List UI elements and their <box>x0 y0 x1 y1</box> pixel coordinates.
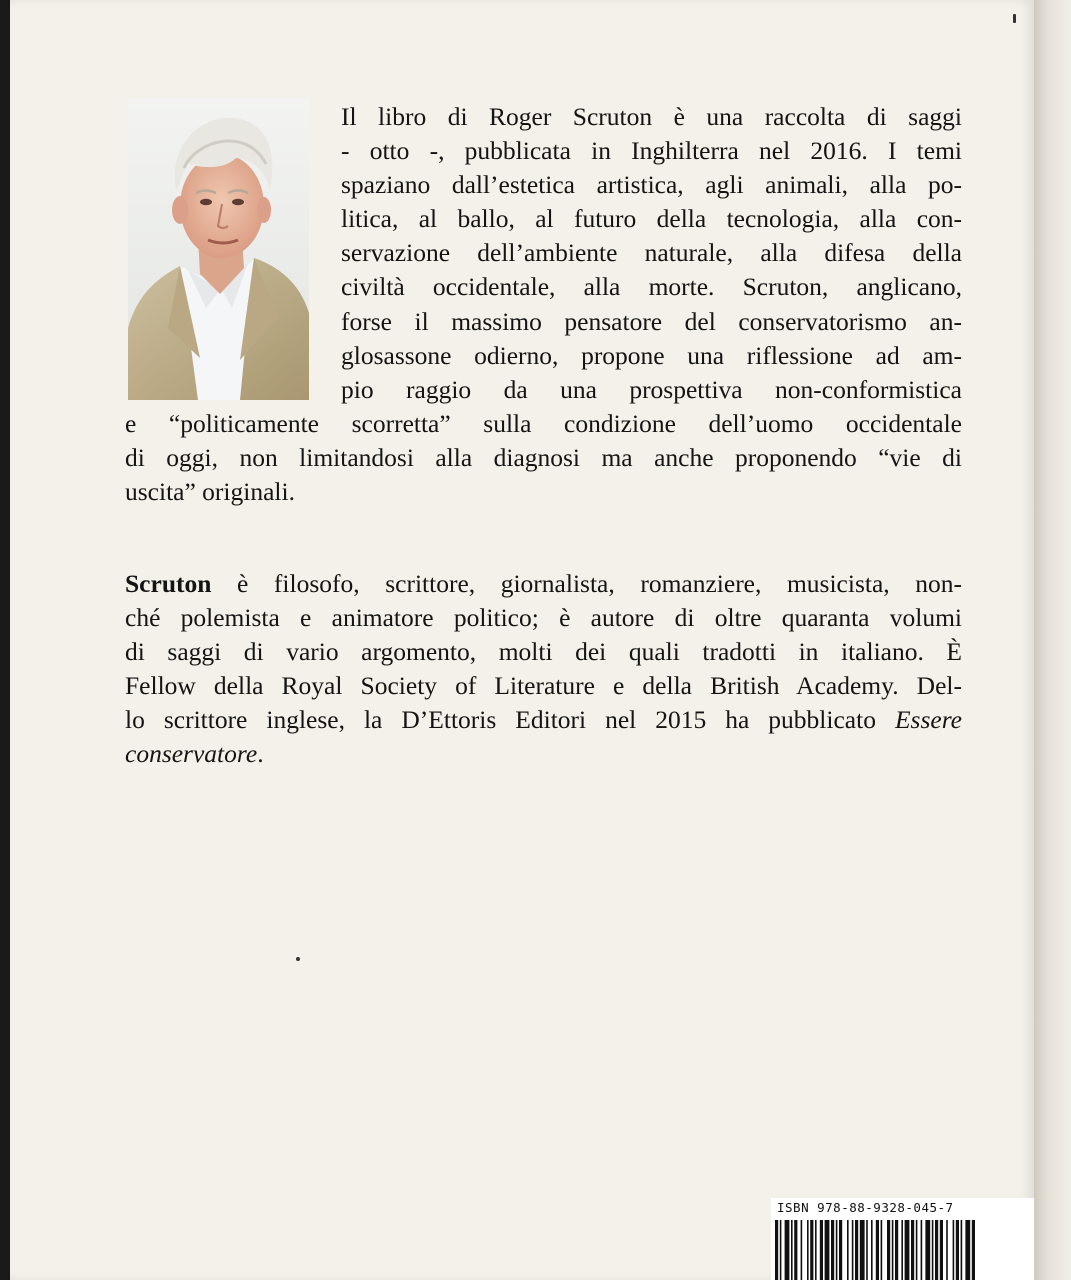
author-photo <box>128 98 309 400</box>
barcode-bar <box>911 1220 914 1280</box>
text-line: uscita” originali. <box>125 477 295 507</box>
text-line <box>125 567 962 601</box>
barcode-bar <box>852 1220 854 1280</box>
description-paragraph-continued <box>125 407 962 509</box>
barcode-bar <box>866 1220 868 1280</box>
description-paragraph <box>341 100 962 407</box>
barcode-bar <box>916 1220 918 1280</box>
barcode-bar <box>892 1220 894 1280</box>
barcode-bar <box>785 1220 790 1280</box>
barcode-bar <box>836 1220 838 1280</box>
barcode-bar <box>815 1220 817 1280</box>
dust-speck <box>1013 14 1016 23</box>
text-line: pio raggio da una prospettiva non-conformistica <box>341 374 962 404</box>
barcode-bar <box>825 1220 830 1280</box>
book-title-fragment: conservatore <box>125 739 258 769</box>
barcode-bar <box>881 1220 883 1280</box>
barcode-bar <box>961 1220 963 1280</box>
text-line: ché polemista e animatore politico; è autore di oltre quaranta volumi <box>125 603 962 633</box>
barcode-bar <box>876 1220 879 1280</box>
barcode-bar <box>839 1220 842 1280</box>
text-line: Il libro di Roger Scruton è una raccolta di saggi <box>341 102 962 131</box>
barcode-bar <box>775 1220 778 1280</box>
barcode-bar <box>965 1220 970 1280</box>
text-line: forse il massimo pensatore del conservatorismo an- <box>341 306 962 336</box>
barcode-bar <box>791 1220 793 1280</box>
barcode-bar <box>831 1220 834 1280</box>
barcode-bar <box>940 1220 943 1280</box>
text-line: spaziano dall’estetica artistica, agli animali, alla po- <box>341 170 962 200</box>
barcode-bar <box>801 1220 803 1280</box>
text-line <box>125 703 962 737</box>
text-line: di saggi di vario argomento, molti dei quali tradotti in italiano. È <box>125 637 962 667</box>
text-line: litica, al ballo, al futuro della tecnologia, alla con- <box>341 204 962 234</box>
text-line: Fellow della Royal Society of Literature e della British Academy. Del- <box>125 671 962 701</box>
text-fragment: . <box>257 739 264 769</box>
text-line: e “politicamente scorretta” sulla condizione dell’uomo occidentale <box>125 409 962 438</box>
barcode-bar <box>860 1220 865 1280</box>
barcode-bar <box>847 1220 849 1280</box>
barcode-bar <box>956 1220 959 1280</box>
isbn-text: ISBN 978-88-9328-045-7 <box>777 1200 954 1215</box>
text-fragment: è filosofo, scrittore, giornalista, romanziere, musicista, non- <box>211 569 962 598</box>
barcode-bar <box>921 1220 923 1280</box>
barcode-bar <box>820 1220 823 1280</box>
text-line <box>125 737 962 771</box>
barcode-bar <box>905 1220 910 1280</box>
text-line: glosassone odierno, propone una riflessione ad am- <box>341 340 962 370</box>
text-line: - otto -, pubblicata in Inghilterra nel 2016. I temi <box>341 136 962 166</box>
barcode-bar <box>871 1220 873 1280</box>
dust-speck <box>296 957 300 961</box>
text-line: civiltà occidentale, alla morte. Scruton, anglicano, <box>341 272 962 302</box>
text-fragment: lo scrittore inglese, la D’Ettoris Editori nel 2015 ha pubblicato <box>125 705 895 735</box>
barcode-bar <box>972 1220 975 1280</box>
page-edge <box>1034 0 1071 1280</box>
text-line: di oggi, non limitandosi alla diagnosi ma anche proponendo “vie di <box>125 443 962 473</box>
barcode-bar <box>953 1220 955 1280</box>
text-line: servazione dell’ambiente naturale, alla difesa della <box>341 238 962 268</box>
barcode-bar <box>887 1220 890 1280</box>
barcode-bar <box>807 1220 809 1280</box>
barcode-bar <box>810 1220 813 1280</box>
author-paragraph <box>125 567 962 772</box>
book-title-fragment: Essere <box>894 705 962 735</box>
barcode-icon <box>775 1220 1031 1280</box>
barcode-bar <box>932 1220 934 1280</box>
author-portrait-icon <box>128 98 309 400</box>
barcode-bar <box>780 1220 782 1280</box>
barcode-bar <box>901 1220 903 1280</box>
barcode-bar <box>935 1220 938 1280</box>
author-name: Scruton <box>125 569 212 598</box>
barcode-label <box>771 1198 1034 1280</box>
barcode-bar <box>895 1220 898 1280</box>
barcode-bar <box>925 1220 930 1280</box>
barcode-bar <box>946 1220 948 1280</box>
barcode-bar <box>794 1220 797 1280</box>
barcode-bar <box>855 1220 858 1280</box>
